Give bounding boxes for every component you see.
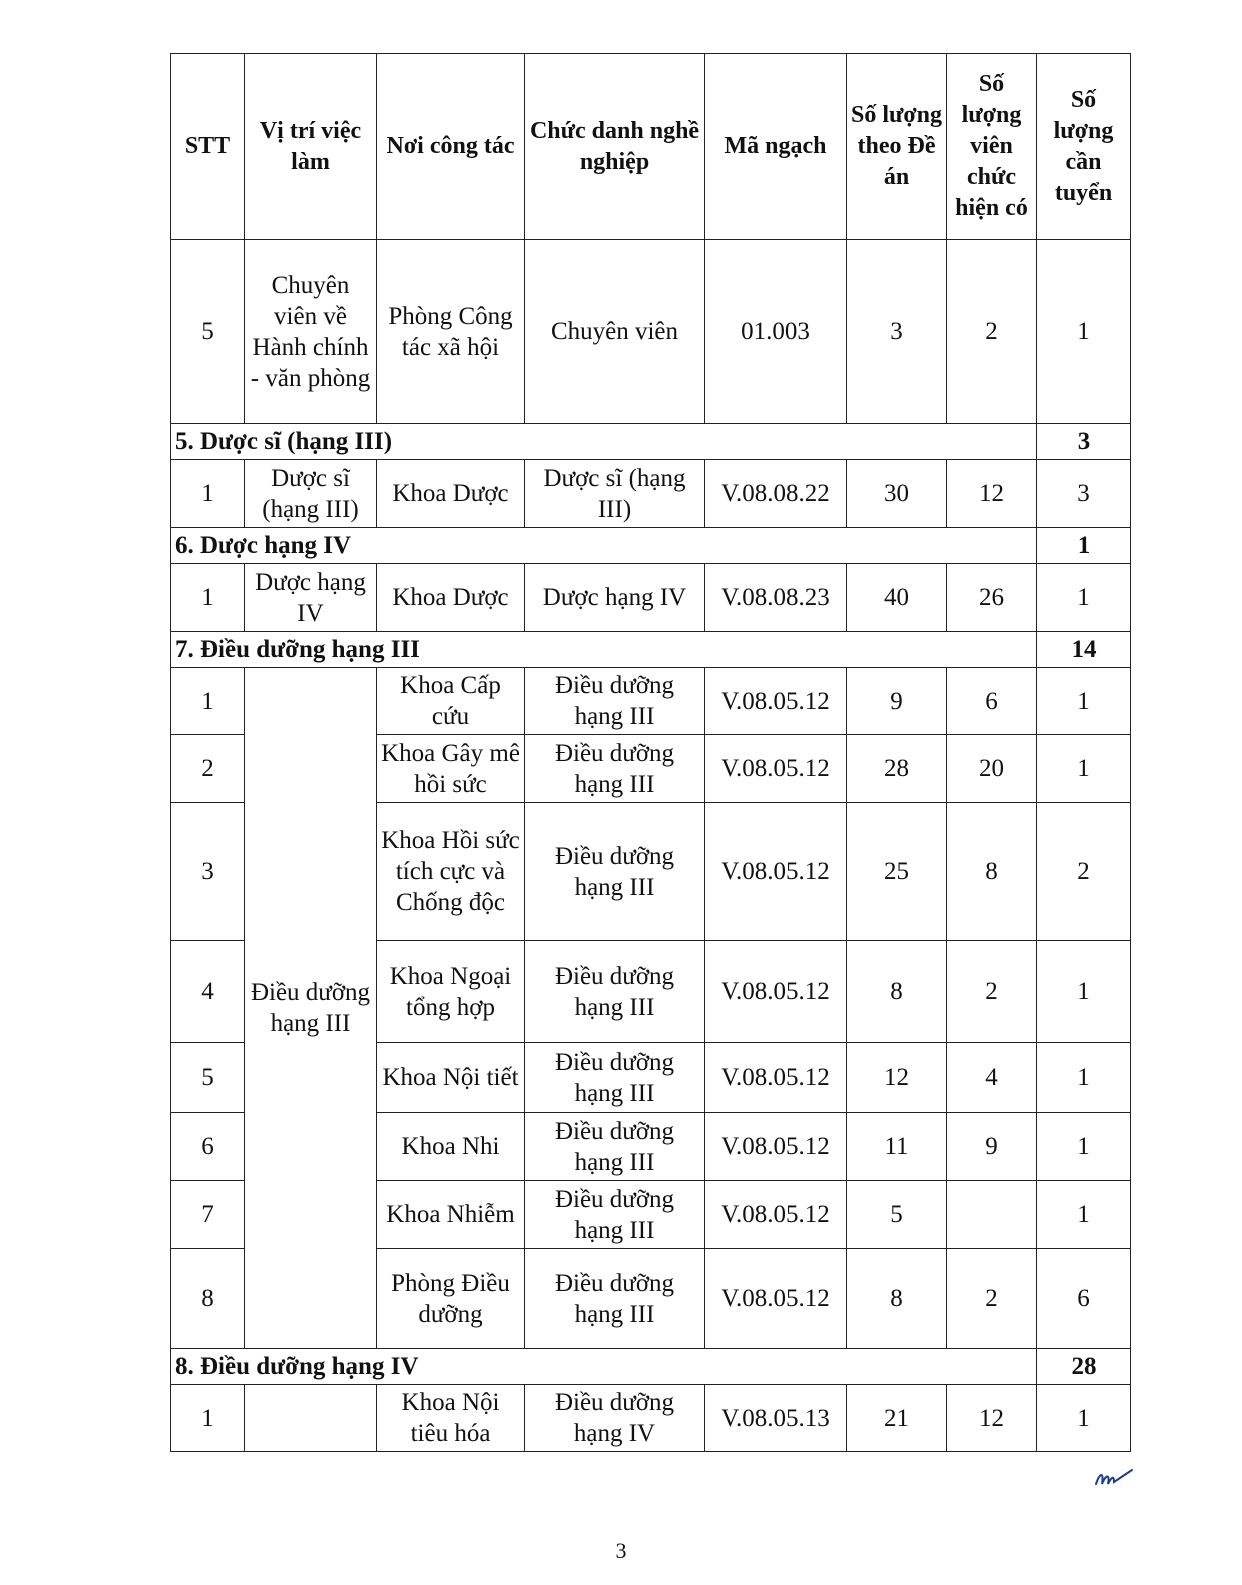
cell-grade-code: 01.003 — [705, 240, 847, 424]
cell-current-count — [947, 1181, 1037, 1249]
cell-grade-code: V.08.05.12 — [705, 668, 847, 735]
cell-recruit-count: 1 — [1037, 1181, 1131, 1249]
cell-current-count: 6 — [947, 668, 1037, 735]
cell-current-count: 2 — [947, 941, 1037, 1043]
cell-current-count: 12 — [947, 460, 1037, 528]
cell-recruit-count: 1 — [1037, 668, 1131, 735]
header-grade-code: Mã ngạch — [705, 54, 847, 240]
group-title: 8. Điều dưỡng hạng IV — [171, 1349, 1037, 1385]
cell-workplace: Khoa Nội tiêu hóa — [377, 1385, 525, 1452]
header-recruit-count: Số lượng cần tuyển — [1037, 54, 1131, 240]
cell-grade-code: V.08.05.12 — [705, 735, 847, 803]
cell-recruit-count: 6 — [1037, 1249, 1131, 1349]
cell-grade-code: V.08.08.23 — [705, 564, 847, 632]
table-row — [171, 564, 1131, 632]
cell-grade-code: V.08.05.12 — [705, 1181, 847, 1249]
cell-grade-code: V.08.05.12 — [705, 1249, 847, 1349]
cell-grade-code: V.08.05.12 — [705, 941, 847, 1043]
cell-job-title: Điều dưỡng hạng III — [525, 1043, 705, 1113]
cell-current-count: 2 — [947, 240, 1037, 424]
table-row — [171, 240, 1131, 424]
group-row-pharmacy-iv — [171, 528, 1131, 564]
cell-current-count: 26 — [947, 564, 1037, 632]
cell-planned-count: 9 — [847, 668, 947, 735]
cell-stt: 7 — [171, 1181, 245, 1249]
cell-stt: 4 — [171, 941, 245, 1043]
table-row — [171, 460, 1131, 528]
cell-stt: 3 — [171, 803, 245, 941]
cell-job-title: Điều dưỡng hạng III — [525, 941, 705, 1043]
header-workplace: Nơi công tác — [377, 54, 525, 240]
cell-stt: 5 — [171, 240, 245, 424]
cell-planned-count: 30 — [847, 460, 947, 528]
cell-current-count: 2 — [947, 1249, 1037, 1349]
table-row — [171, 668, 1131, 735]
header-job-title: Chức danh nghề nghiệp — [525, 54, 705, 240]
cell-current-count: 8 — [947, 803, 1037, 941]
cell-stt: 8 — [171, 1249, 245, 1349]
cell-stt: 1 — [171, 564, 245, 632]
header-current-count: Số lượng viên chức hiện có — [947, 54, 1037, 240]
cell-recruit-count: 2 — [1037, 803, 1131, 941]
group-total: 3 — [1037, 424, 1131, 460]
cell-job-title: Chuyên viên — [525, 240, 705, 424]
cell-job-title: Dược hạng IV — [525, 564, 705, 632]
cell-job-title: Điều dưỡng hạng III — [525, 803, 705, 941]
cell-workplace: Khoa Ngoại tổng hợp — [377, 941, 525, 1043]
group-title: 7. Điều dưỡng hạng III — [171, 632, 1037, 668]
cell-recruit-count: 3 — [1037, 460, 1131, 528]
cell-planned-count: 12 — [847, 1043, 947, 1113]
group-total: 14 — [1037, 632, 1131, 668]
cell-job-title: Dược sĩ (hạng III) — [525, 460, 705, 528]
header-position: Vị trí việc làm — [245, 54, 377, 240]
cell-planned-count: 11 — [847, 1113, 947, 1181]
cell-workplace: Khoa Dược — [377, 564, 525, 632]
page-number: 3 — [615, 1538, 627, 1563]
header-planned-count: Số lượng theo Đề án — [847, 54, 947, 240]
cell-stt: 6 — [171, 1113, 245, 1181]
cell-grade-code: V.08.05.12 — [705, 803, 847, 941]
cell-current-count: 12 — [947, 1385, 1037, 1452]
cell-grade-code: V.08.05.12 — [705, 1043, 847, 1113]
cell-position: Dược sĩ (hạng III) — [245, 460, 377, 528]
cell-recruit-count: 1 — [1037, 941, 1131, 1043]
table-header-row — [171, 54, 1131, 240]
cell-planned-count: 8 — [847, 1249, 947, 1349]
header-stt: STT — [171, 54, 245, 240]
cell-current-count: 20 — [947, 735, 1037, 803]
cell-planned-count: 28 — [847, 735, 947, 803]
cell-workplace: Khoa Nội tiết — [377, 1043, 525, 1113]
cell-stt: 5 — [171, 1043, 245, 1113]
cell-position — [245, 1385, 377, 1452]
group-title: 5. Dược sĩ (hạng III) — [171, 424, 1037, 460]
group-row-nurse-iv — [171, 1349, 1131, 1385]
cell-workplace: Khoa Hồi sức tích cực và Chống độc — [377, 803, 525, 941]
cell-job-title: Điều dưỡng hạng III — [525, 1181, 705, 1249]
cell-position: Chuyên viên về Hành chính - văn phòng — [245, 240, 377, 424]
cell-current-count: 4 — [947, 1043, 1037, 1113]
cell-current-count: 9 — [947, 1113, 1037, 1181]
cell-grade-code: V.08.05.12 — [705, 1113, 847, 1181]
recruitment-table — [170, 53, 1131, 1452]
cell-recruit-count: 1 — [1037, 735, 1131, 803]
cell-job-title: Điều dưỡng hạng IV — [525, 1385, 705, 1452]
cell-workplace: Khoa Cấp cứu — [377, 668, 525, 735]
cell-planned-count: 21 — [847, 1385, 947, 1452]
cell-stt: 2 — [171, 735, 245, 803]
cell-planned-count: 8 — [847, 941, 947, 1043]
cell-workplace: Khoa Gây mê hồi sức — [377, 735, 525, 803]
cell-workplace: Khoa Dược — [377, 460, 525, 528]
cell-recruit-count: 1 — [1037, 1043, 1131, 1113]
cell-recruit-count: 1 — [1037, 1385, 1131, 1452]
group-title: 6. Dược hạng IV — [171, 528, 1037, 564]
cell-grade-code: V.08.05.13 — [705, 1385, 847, 1452]
cell-job-title: Điều dưỡng hạng III — [525, 668, 705, 735]
cell-workplace: Phòng Công tác xã hội — [377, 240, 525, 424]
cell-workplace: Khoa Nhi — [377, 1113, 525, 1181]
cell-recruit-count: 1 — [1037, 1113, 1131, 1181]
group-row-nurse-iii — [171, 632, 1131, 668]
cell-recruit-count: 1 — [1037, 564, 1131, 632]
cell-planned-count: 25 — [847, 803, 947, 941]
cell-recruit-count: 1 — [1037, 240, 1131, 424]
group-total: 28 — [1037, 1349, 1131, 1385]
cell-position: Dược hạng IV — [245, 564, 377, 632]
cell-position: Điều dưỡng hạng III — [245, 668, 377, 1349]
cell-planned-count: 3 — [847, 240, 947, 424]
cell-job-title: Điều dưỡng hạng III — [525, 735, 705, 803]
cell-stt: 1 — [171, 460, 245, 528]
group-row-pharmacist-iii — [171, 424, 1131, 460]
cell-workplace: Phòng Điều dưỡng — [377, 1249, 525, 1349]
cell-stt: 1 — [171, 668, 245, 735]
cell-job-title: Điều dưỡng hạng III — [525, 1249, 705, 1349]
cell-planned-count: 5 — [847, 1181, 947, 1249]
handwritten-initials-mark — [1092, 1462, 1152, 1492]
table-row — [171, 1385, 1131, 1452]
group-total: 1 — [1037, 528, 1131, 564]
cell-stt: 1 — [171, 1385, 245, 1452]
cell-job-title: Điều dưỡng hạng III — [525, 1113, 705, 1181]
cell-planned-count: 40 — [847, 564, 947, 632]
cell-workplace: Khoa Nhiễm — [377, 1181, 525, 1249]
cell-grade-code: V.08.08.22 — [705, 460, 847, 528]
